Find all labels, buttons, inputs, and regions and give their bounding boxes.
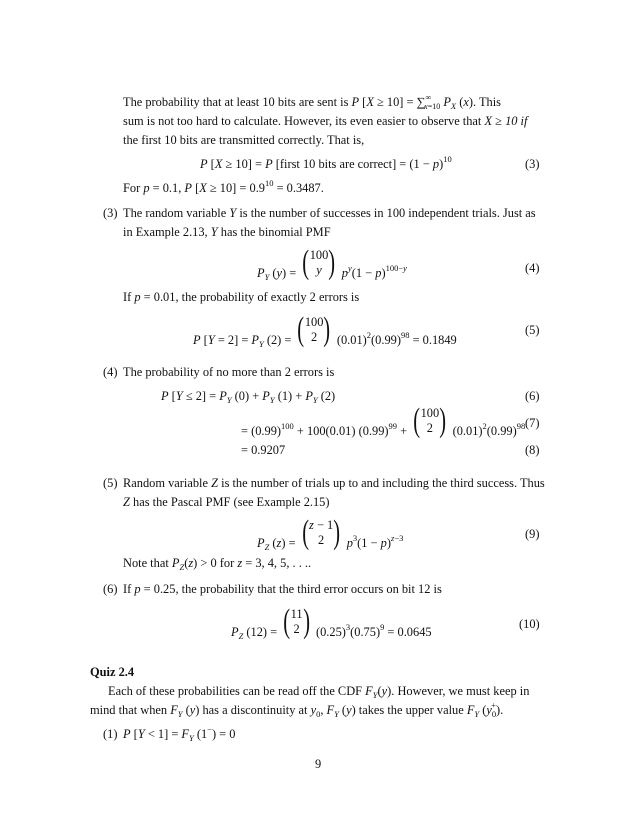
item3-if-a: If — [123, 290, 132, 304]
para1-line2 — [123, 114, 527, 129]
equation-3: P [X ≥ 10] = P [first 10 bits are correct] = $(1 - p)^{10}$ — [200, 154, 452, 171]
eq9-number: (9) — [525, 527, 540, 541]
item5-line2: Z has the Pascal PMF (see Example 2.15) — [123, 495, 330, 509]
eq6-number: (6) — [525, 389, 540, 403]
para1-line3 — [123, 133, 364, 148]
para1-line1: The probability that at least 10 bits are sent is P $[X \ge 10] = \sum^\infty_{x=10}$ $P_X$ (x). This — [123, 93, 501, 111]
item3-line1-b: is the number of successes in 100 independent trials. Just as — [239, 206, 536, 220]
eq5-number: (5) — [525, 323, 540, 337]
equation-6: P $[Y \le 2] = P_Y$ $(0) + P_Y$ $(1) + P_Y$ (2) — [161, 389, 336, 405]
item3-line2-a: in Example 2.13, — [123, 225, 208, 239]
equation-5: P $[Y = 2] = P_Y$ (2) = ( 100 2 ) $(0.01)^2(0.99)^{98} = 0.1849$ — [193, 311, 457, 349]
item3-line1-a: The random variable — [123, 206, 227, 220]
quiz-item1-marker: (1) — [103, 727, 118, 741]
item5-line1-a: Random variable — [123, 476, 208, 490]
item5-line2-b: has the Pascal PMF (see Example 2.15) — [133, 495, 330, 509]
para1-line3-text: the first 10 bits are transmitted correctly. That is, — [123, 133, 365, 147]
item3-marker: (3) — [103, 206, 118, 220]
binom-100-2-b: ( 100 2 ) — [413, 402, 447, 439]
quiz-line2: mind that when $F_Y$ (y) has a discontinuity at $y_0$, $F_Y$ (y) takes the upper value $F_Y$ $(y_0^+)$. — [90, 700, 504, 719]
for-p-result: = 0.3487. — [276, 181, 324, 195]
page-number: 9 — [315, 757, 322, 771]
quiz-line1-b: . However, we must keep in — [391, 684, 530, 698]
quiz-line2-b: has a discontinuity at — [202, 703, 308, 717]
equation-4: $P_Y$ (y) = ( 100 y ) $p^y(1 - p)^{100-y}$ — [257, 244, 407, 282]
para1-line1-text: The probability that at least 10 bits are sent is — [123, 95, 349, 109]
item4-marker: (4) — [103, 365, 118, 379]
item5-line1: Random variable Z is the number of trials up to and including the third success. Thus — [123, 476, 545, 490]
eq8-number: (8) — [525, 443, 540, 457]
quiz-item1: P $[Y < 1] = F_Y$ (1−) = 0 — [123, 724, 236, 743]
eq3-number: (3) — [525, 157, 540, 171]
quiz-line1: Each of these probabilities can be read off the CDF $F_Y(y)$. However, we must keep in — [108, 684, 530, 700]
quiz-line1-a: Each of these probabilities can be read off the CDF — [108, 684, 363, 698]
quiz-line2-c: takes the upper value — [358, 703, 464, 717]
item6-line-b: , the probability that the third error occurs on bit 12 is — [175, 582, 442, 596]
item5-note: Note that $P_Z(z) > 0$ for z = 3, 4, 5, . . .. — [123, 556, 312, 572]
item6-line-a: If — [123, 582, 132, 596]
item3-line2: in Example 2.13, Y has the binomial PMF — [123, 225, 331, 239]
item5-note-a: Note that — [123, 556, 169, 570]
eq7-number: (7) — [525, 416, 540, 430]
equation-7: = $(0.99)^{100} + 100(0.01) (0.99)^{99}$ + ( 100 2 ) $(0.01)^2(0.99)^{98}$ — [241, 402, 526, 439]
item3-if-line: If p = 0.01, the probability of exactly 2 errors is — [123, 290, 360, 304]
quiz-line2-a: mind that when — [90, 703, 168, 717]
item5-note-b: for — [219, 556, 235, 570]
item3-if-b: , the probability of exactly 2 errors is — [175, 290, 360, 304]
item3-line1: The random variable Y is the number of successes in 100 independent trials. Just as — [123, 206, 536, 220]
item6-marker: (6) — [103, 582, 118, 596]
eq4-number: (4) — [525, 261, 540, 275]
para1-line1-post: . This — [472, 95, 501, 109]
equation-10: $P_Z$ (12) = ( 11 2 ) $(0.25)^3(0.75)^9 = 0.0645$ — [231, 603, 432, 641]
binom-100-y: ( 100 y ) — [302, 244, 336, 281]
sum-symbol: $\sum^\infty_{x=10}$ — [416, 93, 441, 111]
for-p-line: For p = 0.1, P $[X \ge 10] = 0.9^{10} = 0.3487$. — [123, 178, 324, 195]
binom-100-2: ( 100 2 ) — [297, 311, 331, 348]
item5-line1-b: is the number of trials up to and including the third success. Thus — [221, 476, 545, 490]
item4-line: The probability of no more than 2 errors is — [123, 365, 335, 379]
eq3-text: first 10 bits are correct — [279, 157, 393, 171]
quiz-title: Quiz 2.4 — [90, 665, 135, 679]
equation-8: = 0.9207 — [241, 443, 286, 457]
item3-line2-b: has the binomial PMF — [220, 225, 331, 239]
binom-z1-2: ( z − 1 2 ) — [301, 514, 341, 551]
binom-11-2: ( 11 2 ) — [283, 603, 310, 640]
eq10-number: (10) — [519, 617, 540, 631]
item6-line: If p = 0.25, the probability that the third error occurs on bit 12 is — [123, 582, 442, 596]
para1-line2-text: sum is not too hard to calculate. However, its even easier to observe that — [123, 114, 482, 128]
for-p-text: For — [123, 181, 141, 195]
para1-line2-cond: X ≥ 10 if — [484, 114, 528, 128]
item5-marker: (5) — [103, 476, 118, 490]
equation-9: $P_Z$ (z) = ( z − 1 2 ) $p^3(1 - p)^{z-3}$ — [257, 514, 404, 552]
